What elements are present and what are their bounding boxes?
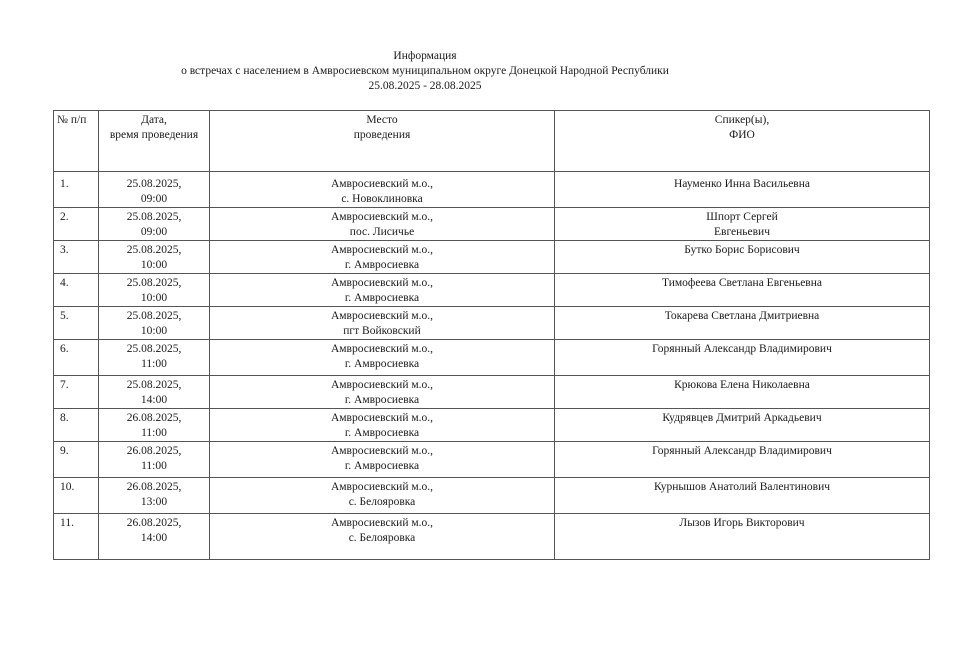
header-date: Дата, время проведения	[99, 111, 210, 172]
cell-num: 4.	[54, 274, 99, 307]
table-row	[54, 376, 930, 409]
table-row	[54, 241, 930, 274]
table-row	[54, 478, 930, 514]
cell-num: 6.	[54, 340, 99, 376]
cell-speaker: Науменко Инна Васильевна	[555, 172, 930, 208]
header-place: Место проведения	[210, 111, 555, 172]
table-row	[54, 340, 930, 376]
document-subtitle: о встречах с населением в Амвросиевском муниципальном округе Донецкой Народной Республики	[181, 65, 669, 77]
cell-date: 25.08.2025, 14:00	[99, 376, 210, 409]
cell-speaker: Крюкова Елена Николаевна	[555, 376, 930, 409]
table-row	[54, 172, 930, 208]
cell-place: Амвросиевский м.о., пос. Лисичье	[210, 208, 555, 241]
cell-speaker: Горянный Александр Владимирович	[555, 340, 930, 376]
cell-place: Амвросиевский м.о., г. Амвросиевка	[210, 442, 555, 478]
cell-speaker: Токарева Светлана Дмитриевна	[555, 307, 930, 340]
cell-place: Амвросиевский м.о., г. Амвросиевка	[210, 409, 555, 442]
cell-num: 5.	[54, 307, 99, 340]
cell-date: 26.08.2025, 11:00	[99, 409, 210, 442]
cell-speaker: Бутко Борис Борисович	[555, 241, 930, 274]
cell-date: 25.08.2025, 09:00	[99, 172, 210, 208]
table-row	[54, 409, 930, 442]
cell-place: Амвросиевский м.о., с. Белояровка	[210, 514, 555, 560]
cell-num: 8.	[54, 409, 99, 442]
table-row	[54, 514, 930, 560]
cell-place: Амвросиевский м.о., г. Амвросиевка	[210, 274, 555, 307]
cell-speaker: Горянный Александр Владимирович	[555, 442, 930, 478]
cell-place: Амвросиевский м.о., с. Белояровка	[210, 478, 555, 514]
table-row	[54, 442, 930, 478]
cell-num: 2.	[54, 208, 99, 241]
cell-place: Амвросиевский м.о., г. Амвросиевка	[210, 340, 555, 376]
cell-place: Амвросиевский м.о., пгт Войковский	[210, 307, 555, 340]
cell-speaker: Тимофеева Светлана Евгеньевна	[555, 274, 930, 307]
table-row	[54, 307, 930, 340]
cell-num: 1.	[54, 172, 99, 208]
cell-date: 26.08.2025, 13:00	[99, 478, 210, 514]
cell-speaker: Кудрявцев Дмитрий Аркадьевич	[555, 409, 930, 442]
cell-date: 25.08.2025, 09:00	[99, 208, 210, 241]
cell-num: 11.	[54, 514, 99, 560]
meetings-table	[53, 110, 930, 560]
table-row	[54, 274, 930, 307]
cell-place: Амвросиевский м.о., г. Амвросиевка	[210, 241, 555, 274]
header-speaker: Спикер(ы), ФИО	[555, 111, 930, 172]
cell-speaker: Лызов Игорь Викторович	[555, 514, 930, 560]
cell-place: Амвросиевский м.о., с. Новоклиновка	[210, 172, 555, 208]
cell-date: 25.08.2025, 10:00	[99, 307, 210, 340]
document-title: Информация	[393, 50, 457, 62]
cell-num: 10.	[54, 478, 99, 514]
cell-speaker: Шпорт Сергей Евгеньевич	[555, 208, 930, 241]
cell-num: 9.	[54, 442, 99, 478]
cell-date: 26.08.2025, 11:00	[99, 442, 210, 478]
cell-date: 25.08.2025, 10:00	[99, 274, 210, 307]
header-num: № п/п	[54, 111, 99, 172]
cell-date: 26.08.2025, 14:00	[99, 514, 210, 560]
cell-speaker: Курнышов Анатолий Валентинович	[555, 478, 930, 514]
cell-num: 7.	[54, 376, 99, 409]
table-row	[54, 208, 930, 241]
document-period: 25.08.2025 - 28.08.2025	[368, 80, 482, 92]
cell-num: 3.	[54, 241, 99, 274]
cell-place: Амвросиевский м.о., г. Амвросиевка	[210, 376, 555, 409]
cell-date: 25.08.2025, 11:00	[99, 340, 210, 376]
table-body	[54, 172, 930, 560]
table-header-row	[54, 111, 930, 172]
document-header	[0, 49, 850, 94]
cell-date: 25.08.2025, 10:00	[99, 241, 210, 274]
